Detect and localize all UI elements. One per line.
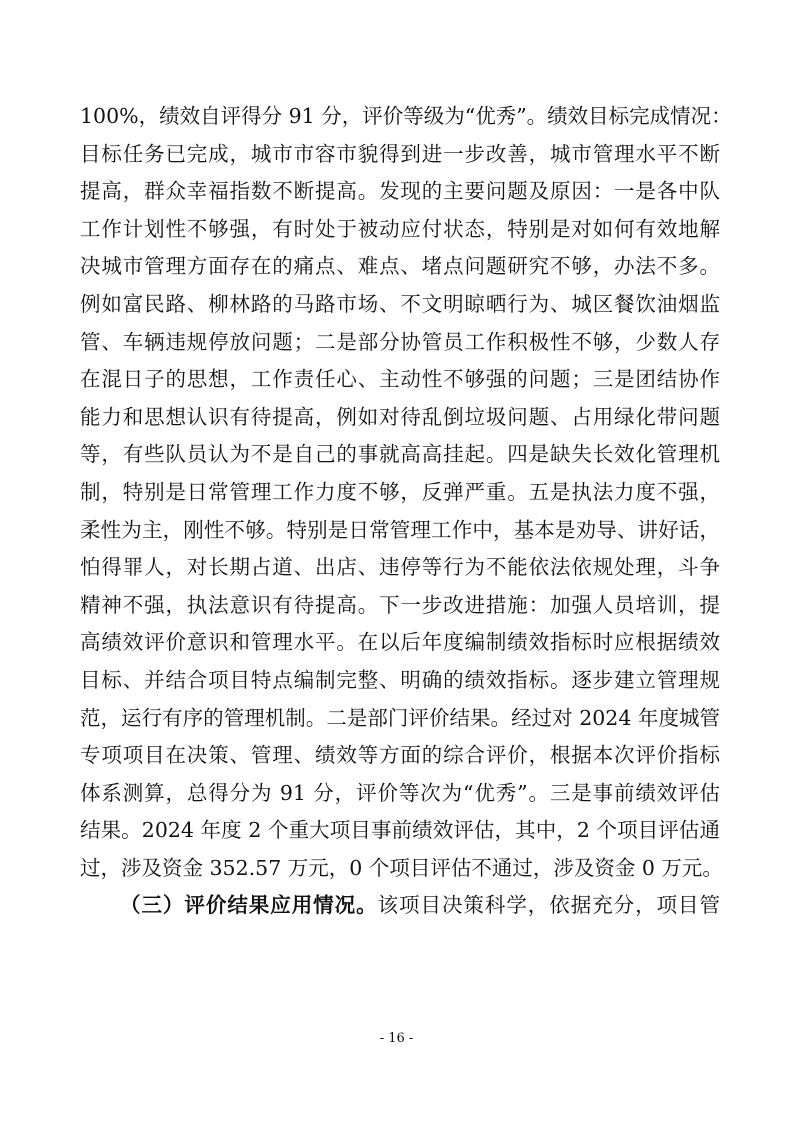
text-line: 提高，群众幸福指数不断提高。发现的主要问题及原因：一是各中队 xyxy=(80,179,720,204)
text-line: 在混日子的思想，工作责任心、主动性不够强的问题；三是团结协作 xyxy=(80,367,720,392)
text-line: 范，运行有序的管理机制。二是部门评价结果。经过对 2024 年度城管 xyxy=(80,705,720,730)
text-line: 精神不强，执法意识有待提高。下一步改进措施：加强人员培训，提 xyxy=(80,592,720,617)
section-heading: （三）评价结果应用情况。 xyxy=(120,893,378,918)
page-number: - 16 - xyxy=(379,1031,414,1046)
text-line: 过，涉及资金 352.57 万元，0 个项目评估不通过，涉及资金 0 万元。 xyxy=(80,855,723,880)
body-text xyxy=(80,98,732,925)
text-line: 例如富民路、柳林路的马路市场、不文明晾晒行为、城区餐饮油烟监 xyxy=(80,291,720,316)
text-line: 目标任务已完成，城市市容市貌得到进一步改善，城市管理水平不断 xyxy=(80,141,720,166)
text-line: 等，有些队员认为不是自己的事就高高挂起。四是缺失长效化管理机 xyxy=(80,442,720,467)
text-line: 100%，绩效自评得分 91 分，评价等级为“优秀”。绩效目标完成情况： xyxy=(80,104,732,128)
text-line: 怕得罪人，对长期占道、出店、违停等行为不能依法依规处理，斗争 xyxy=(80,555,720,580)
text-line: 结果。2024 年度 2 个重大项目事前绩效评估，其中，2 个项目评估通 xyxy=(80,818,720,843)
text-line: 高绩效评价意识和管理水平。在以后年度编制绩效指标时应根据绩效 xyxy=(80,630,720,655)
text-line: 制，特别是日常管理工作力度不够，反弹严重。五是执法力度不强， xyxy=(80,479,720,504)
section-heading-line xyxy=(80,887,720,925)
text-line: 决城市管理方面存在的痛点、难点、堵点问题研究不够，办法不多。 xyxy=(80,254,720,279)
text-line: 专项项目在决策、管理、绩效等方面的综合评价，根据本次评价指标 xyxy=(80,743,720,768)
section-text: 该项目决策科学，依据充分，项目管 xyxy=(377,893,721,918)
text-line: 体系测算，总得分为 91 分，评价等次为“优秀”。三是事前绩效评估 xyxy=(80,780,720,805)
text-line: 工作计划性不够强，有时处于被动应付状态，特别是对如何有效地解 xyxy=(80,216,720,241)
text-line: 目标、并结合项目特点编制完整、明确的绩效指标。逐步建立管理规 xyxy=(80,667,720,692)
text-line: 能力和思想认识有待提高，例如对待乱倒垃圾问题、占用绿化带问题 xyxy=(80,404,720,429)
text-line: 柔性为主，刚性不够。特别是日常管理工作中，基本是劝导、讲好话， xyxy=(80,517,720,542)
text-line: 管、车辆违规停放问题；二是部分协管员工作积极性不够，少数人存 xyxy=(80,329,720,354)
